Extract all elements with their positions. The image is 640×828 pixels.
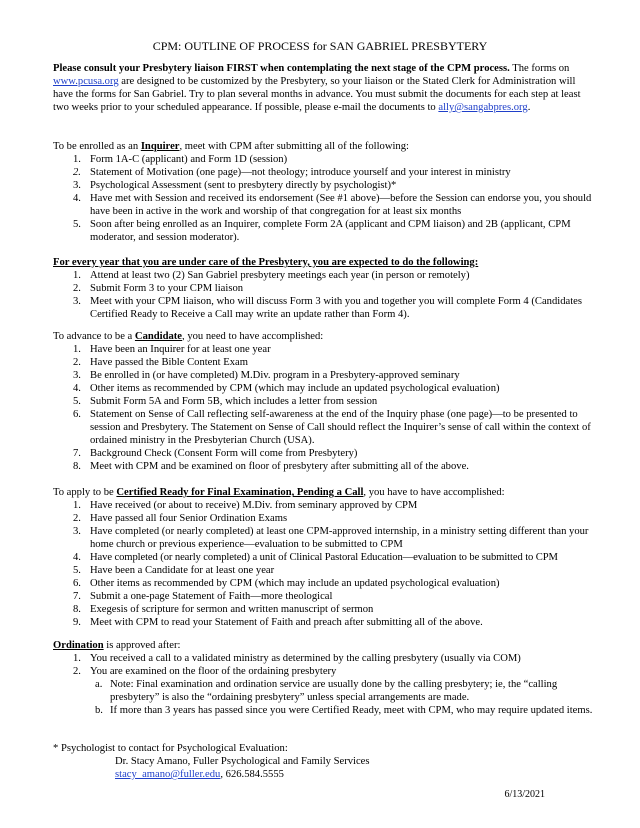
item-number: 8. [73,604,81,615]
email-link-stacy[interactable]: stacy_amano@fuller.edu [115,769,221,780]
item-text: Attend at least two (2) San Gabriel presbytery meetings each year (in person or remotely) [90,270,470,281]
item-number: 7. [73,591,81,602]
yearly-section [53,256,593,321]
ordination-post: is approved after: [103,640,181,651]
item-text: Exegesis of scripture for sermon and written manuscript of sermon [90,604,374,615]
item-number: 8. [73,461,81,472]
candidate-post: , you need to have accomplished: [182,331,324,342]
item-text: Form 1A-C (applicant) and Form 1D (session) [90,154,288,165]
item-number: 6. [73,409,81,420]
certified-list [53,499,593,629]
list-item [53,166,593,179]
list-item [53,590,593,603]
item-number: 9. [73,617,81,628]
item-number: 4. [73,383,81,394]
item-number: 5. [73,219,81,230]
list-item [53,356,593,369]
pcusa-link[interactable]: www.pcusa.org [53,76,119,87]
intro-text-3: . [527,102,531,113]
list-item [53,269,593,282]
footnote-phone: , 626.584.5555 [220,769,284,780]
item-text: Have completed (or nearly completed) a unit of Clinical Pastoral Education—evaluation to be submitted to CPM [90,552,558,563]
inquirer-post: , meet with CPM after submitting all of the following: [179,141,409,152]
item-number: 2. [73,666,81,677]
list-item [53,525,593,551]
item-number: 6. [73,578,81,589]
list-item [53,343,593,356]
yearly-heading: For every year that you are under care of the Presbytery, you are expected to do the following: [53,257,479,268]
item-text: Have received (or about to receive) M.Div. from seminary approved by CPM [90,500,418,511]
page-title: CPM: OUTLINE OF PROCESS for SAN GABRIEL PRESBYTERY [152,39,488,53]
yearly-list [53,269,593,321]
item-text: Submit Form 3 to your CPM liaison [90,283,244,294]
item-number: 2. [73,167,81,178]
item-text: Submit a one-page Statement of Faith—more theological [90,591,333,602]
item-number: 2. [73,357,81,368]
item-number: 1. [73,154,81,165]
item-text: Statement on Sense of Call reflecting self-awareness at the end of the Inquiry phase (one page)—to be presented to session and Presbytery. The Statement on Sense of Call should reflect the Inquirer’s sense of call within the context of ordained ministry in the Presbyterian Church (USA). [90,409,591,446]
intro-bold-text: Please consult your Presbytery liaison FIRST when contemplating the next stage of the CPM process. [53,63,510,74]
item-number: 3. [73,526,81,537]
item-number: 1. [73,344,81,355]
footnote-contact [53,768,593,781]
item-text: Soon after being enrolled as an Inquirer, complete Form 2A (applicant and CPM liaison) and 2B (applicant, CPM moderator, and session moderator). [90,219,571,243]
item-text: Meet with CPM to read your Statement of Faith and preach after submitting all of the above. [90,617,483,628]
item-text: You received a call to a validated ministry as determined by the calling presbytery (usually via COM) [90,653,521,664]
list-item [53,153,593,166]
item-text: Have passed the Bible Content Exam [90,357,248,368]
email-link-ally[interactable]: ally@sangabpres.org [438,102,528,113]
document-date: 6/13/2021 [504,789,545,800]
list-item [53,577,593,590]
intro-paragraph [53,62,593,114]
item-letter: b. [95,705,103,716]
candidate-term: Candidate [134,331,183,342]
list-item [53,603,593,616]
inquirer-list [53,153,593,244]
inquirer-pre: To be enrolled as an [53,141,139,152]
footnote-line1: * Psychologist to contact for Psychological Evaluation: [53,743,288,754]
item-number: 5. [73,396,81,407]
certified-term: Certified Ready for Final Examination, Pending a Call [116,487,364,498]
list-item [53,652,593,665]
item-text: You are examined on the floor of the ordaining presbytery [90,666,337,677]
list-item [53,512,593,525]
intro-text-1: The forms on [512,63,570,74]
item-number: 2. [73,283,81,294]
item-number: 7. [73,448,81,459]
inquirer-heading [53,140,593,153]
item-text: Have passed all four Senior Ordination Exams [90,513,288,524]
list-item [53,408,593,447]
item-number: 4. [73,552,81,563]
item-text: Have been an Inquirer for at least one year [90,344,271,355]
item-number: 1. [73,653,81,664]
list-item [53,192,593,218]
candidate-section [53,330,593,473]
certified-section [53,486,593,629]
list-item [53,282,593,295]
candidate-heading [53,330,593,343]
candidate-pre: To advance to be a [53,331,133,342]
ordination-list [53,652,593,678]
list-item [53,179,593,192]
ordination-heading [53,639,593,652]
item-text: Have been a Candidate for at least one year [90,565,275,576]
item-text: Meet with your CPM liaison, who will discuss Form 3 with you and together you will complete Form 4 (Candidates Certified Ready to Receive a Call may write an update rather than Form 4). [90,296,582,320]
item-text: Submit Form 5A and Form 5B, which includes a letter from session [90,396,378,407]
inquirer-section [53,140,593,244]
item-text: If more than 3 years has passed since you were Certified Ready, meet with CPM, who may require updated items. [110,705,593,716]
item-text: Background Check (Consent Form will come from Presbytery) [90,448,358,459]
certified-post: , you have to have accomplished: [363,487,505,498]
item-number: 1. [73,500,81,511]
list-item [53,704,593,717]
item-number: 3. [73,370,81,381]
item-text: Psychological Assessment (sent to presbytery directly by psychologist)* [90,180,397,191]
footnote [53,742,593,781]
list-item [53,564,593,577]
item-text: Have completed (or nearly completed) at least one CPM-approved internship, in a ministry setting different than your home church or previous experience—evaluation to be submitted to CPM [90,526,589,550]
intro-text-2: are designed to be customized by the Presbytery, so your liaison or the Stated Clerk for Administration will have the forms for San Gabriel. Try to plan several months in advance. You must submit the documents for each step at least two weeks prior to your scheduled appearance. If possible, please e-mail the documents to [53,76,581,113]
item-number: 2. [73,513,81,524]
item-text: Have met with Session and received its endorsement (See #1 above)—before the Session can endorse you, you should have been in active in the work and worship of that congregation for at least six months [90,193,592,217]
certified-heading [53,486,593,499]
list-item [53,369,593,382]
list-item [53,382,593,395]
candidate-list [53,343,593,473]
item-text: Other items as recommended by CPM (which may include an updated psychological evaluation) [90,383,500,394]
item-text: Statement of Motivation (one page)—not theology; introduce yourself and your interest in ministry [90,167,511,178]
inquirer-term: Inquirer [140,141,180,152]
item-number: 3. [73,180,81,191]
list-item [53,665,593,678]
list-item [53,447,593,460]
item-text: Other items as recommended by CPM (which may include an updated psychological evaluation) [90,578,500,589]
item-text: Meet with CPM and be examined on floor of presbytery after submitting all of the above. [90,461,469,472]
item-number: 4. [73,193,81,204]
item-number: 1. [73,270,81,281]
item-number: 3. [73,296,81,307]
ordination-sublist [53,678,593,717]
list-item [53,678,593,704]
item-text: Note: Final examination and ordination service are usually done by the calling presbytery; ie, the “calling presbytery” is also the “ordaining presbytery” unless special arrangements are made. [110,679,558,703]
certified-pre: To apply to be [53,487,114,498]
item-text: Be enrolled in (or have completed) M.Div. program in a Presbytery-approved seminary [90,370,460,381]
list-item [53,551,593,564]
list-item [53,218,593,244]
item-letter: a. [95,679,103,690]
ordination-section [53,639,593,717]
list-item [53,499,593,512]
footnote-name: Dr. Stacy Amano, Fuller Psychological and Family Services [115,756,370,767]
list-item [53,395,593,408]
list-item [53,295,593,321]
ordination-term: Ordination [53,640,104,651]
list-item [53,616,593,629]
item-number: 5. [73,565,81,576]
list-item [53,460,593,473]
